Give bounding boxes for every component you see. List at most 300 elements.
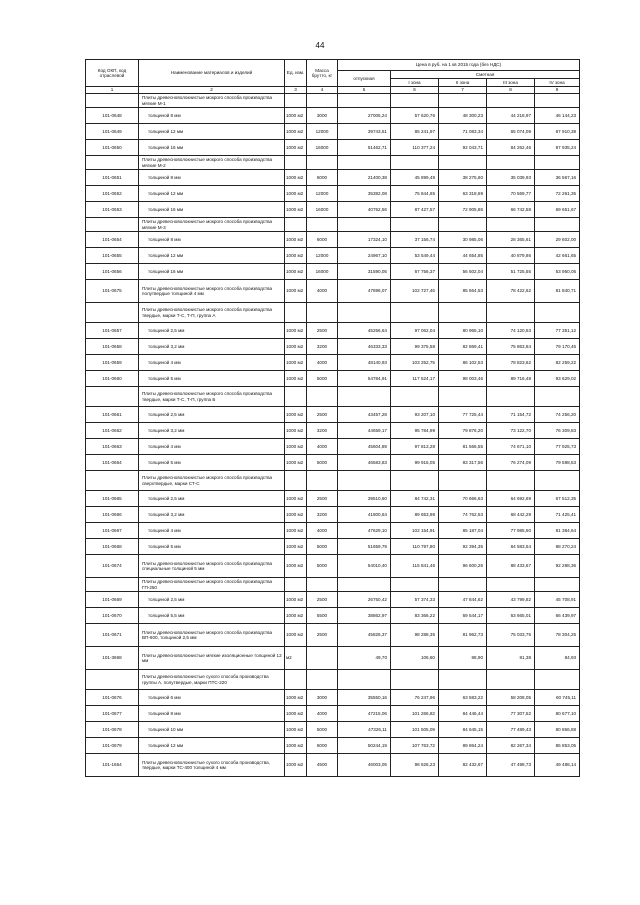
table-row (86, 647, 580, 670)
table-row (86, 738, 580, 754)
zone-2-price: 82 432,67 (439, 754, 487, 777)
zone-3-price-cell (487, 94, 535, 108)
zone-4-price: 77 351,12 (535, 323, 580, 339)
item-unit: 1000 м2 (285, 355, 307, 371)
table-row (86, 539, 580, 555)
zone-3-price: 65 074,09 (487, 124, 535, 140)
zone-4-price: 79 598,53 (535, 455, 580, 471)
zone-4-price: 93 629,02 (535, 371, 580, 387)
zone-1-price: 76 247,96 (391, 690, 439, 706)
zone-4-price: 49 488,14 (535, 754, 580, 777)
table-row (86, 124, 580, 140)
zone-3-price-cell (487, 670, 535, 690)
zone-4-price: 80 677,10 (535, 706, 580, 722)
zone-1-price: 89 653,98 (391, 507, 439, 523)
item-unit: 1000 м2 (285, 108, 307, 124)
mass-cell (307, 303, 338, 323)
item-code: 101-0653 (86, 202, 139, 218)
release-price: 54010,40 (338, 555, 391, 578)
item-code: 101-0678 (86, 722, 139, 738)
zone-4-price: 88 270,24 (535, 539, 580, 555)
zone-3-price: 73 122,70 (487, 423, 535, 439)
zone-4-price: 72 261,35 (535, 186, 580, 202)
item-code: 101-0657 (86, 323, 139, 339)
release-price: 31590,05 (338, 264, 391, 280)
table-row (86, 690, 580, 706)
zone-1-price: 84 742,31 (391, 491, 439, 507)
item-code: 101-0656 (86, 264, 139, 280)
release-price: 44659,17 (338, 423, 391, 439)
table-row (86, 439, 580, 455)
unit-cell (285, 156, 307, 170)
table-row (86, 722, 580, 738)
zone-2-price: 47 844,62 (439, 592, 487, 608)
item-name: толщиной 12 мм (139, 248, 285, 264)
zone-1-price: 67 756,37 (391, 264, 439, 280)
zone-2-price: 84 645,15 (439, 722, 487, 738)
zone-1-price: 98 288,35 (391, 624, 439, 647)
item-code: 101-0671 (86, 624, 139, 647)
zone-1-price-cell (391, 156, 439, 170)
table-row (86, 523, 580, 539)
zone-2-price-cell (439, 218, 487, 232)
item-mass: 5500 (307, 608, 338, 624)
release-price: 45826,37 (338, 624, 391, 647)
zone-1-price: 110 377,24 (391, 140, 439, 156)
mass-cell (307, 218, 338, 232)
category-name: Плиты древесноволокнистые мокрого способа производства мягкие М-2 (139, 156, 285, 170)
zone-4-price-cell (535, 670, 580, 690)
zone-1-price-cell (391, 303, 439, 323)
item-code: 101-0654 (86, 232, 139, 248)
unit-cell (285, 670, 307, 690)
unit-cell (285, 387, 307, 407)
mass-cell (307, 578, 338, 592)
item-name: толщиной 12 мм (139, 738, 285, 754)
table-row (86, 339, 580, 355)
item-name: толщиной 16 мм (139, 140, 285, 156)
table-row (86, 507, 580, 523)
item-name: толщиной 2,5 мм (139, 323, 285, 339)
item-mass: 3000 (307, 108, 338, 124)
zone-2-price: 48 300,23 (439, 108, 487, 124)
item-unit: 1000 м2 (285, 186, 307, 202)
zone-3-price: 82 267,34 (487, 738, 535, 754)
zone-4-price: 81 384,64 (535, 523, 580, 539)
category-name: Плиты древесноволокнистые сухого способа производства группы А, полутвердые, марки ПТС-220 (139, 670, 285, 690)
release-price-cell (338, 387, 391, 407)
release-price-cell (338, 471, 391, 491)
zone-4-price: 92 288,36 (535, 555, 580, 578)
zone-3-price: 44 218,97 (487, 108, 535, 124)
zone-3-price: 84 262,46 (487, 140, 535, 156)
item-unit: 1000 м2 (285, 439, 307, 455)
item-code: 101-0649 (86, 124, 139, 140)
zone-3-price-cell (487, 471, 535, 491)
item-mass: 12000 (307, 186, 338, 202)
zone-1-price: 57 620,76 (391, 108, 439, 124)
unit-cell (285, 303, 307, 323)
item-mass: 6000 (307, 232, 338, 248)
item-unit: 1000 м2 (285, 690, 307, 706)
item-mass: 4000 (307, 439, 338, 455)
column-number: 3 (285, 87, 307, 94)
item-name: толщиной 4 мм (139, 439, 285, 455)
unit-cell (285, 471, 307, 491)
header-release: отпускная (338, 71, 391, 87)
zone-2-price: 63 583,22 (439, 690, 487, 706)
zone-3-price: 64 692,69 (487, 491, 535, 507)
item-unit: 1000 м2 (285, 539, 307, 555)
zone-1-price: 85 241,97 (391, 124, 439, 140)
zone-3-price: 77 307,52 (487, 706, 535, 722)
zone-3-price-cell (487, 156, 535, 170)
item-code: 101-0661 (86, 407, 139, 423)
item-unit: 1000 м2 (285, 523, 307, 539)
zone-3-price: 88 433,67 (487, 555, 535, 578)
zone-2-price: 77 725,44 (439, 407, 487, 423)
mass-cell (307, 94, 338, 108)
release-price: 48140,93 (338, 355, 391, 371)
zone-2-price-cell (439, 387, 487, 407)
column-number: 5 (338, 87, 391, 94)
zone-2-price: 98 003,46 (439, 371, 487, 387)
zone-2-price: 83 317,56 (439, 455, 487, 471)
zone-2-price: 63 318,69 (439, 186, 487, 202)
zone-3-price: 78 422,62 (487, 280, 535, 303)
table-row (86, 407, 580, 423)
zone-1-price-cell (391, 387, 439, 407)
zone-1-price: 95 784,99 (391, 423, 439, 439)
zone-1-price-cell (391, 670, 439, 690)
release-price: 26750,42 (338, 592, 391, 608)
zone-1-price: 115 841,46 (391, 555, 439, 578)
zone-2-price: 85 187,04 (439, 523, 487, 539)
item-mass: 3200 (307, 339, 338, 355)
zone-2-price: 69 544,17 (439, 608, 487, 624)
release-price-cell (338, 670, 391, 690)
item-name: толщиной 10 мм (139, 722, 285, 738)
code-cell (86, 578, 139, 592)
item-unit: 1000 м2 (285, 170, 307, 186)
zone-3-price: 43 799,82 (487, 592, 535, 608)
table-row (86, 232, 580, 248)
table-row (86, 140, 580, 156)
item-name: толщиной 2,5 мм (139, 491, 285, 507)
item-mass: 4000 (307, 280, 338, 303)
item-mass: 12000 (307, 124, 338, 140)
release-price-cell (338, 218, 391, 232)
zone-3-price: 81,38 (487, 647, 535, 670)
release-price: 17324,10 (338, 232, 391, 248)
category-row (86, 578, 580, 592)
category-row (86, 387, 580, 407)
mass-cell (307, 670, 338, 690)
release-price: 47215,06 (338, 706, 391, 722)
zone-4-price: 85 853,05 (535, 738, 580, 754)
item-name: толщиной 8 мм (139, 108, 285, 124)
item-name: толщиной 8 мм (139, 170, 285, 186)
zone-3-price-cell (487, 303, 535, 323)
zone-2-price: 82 869,41 (439, 339, 487, 355)
zone-3-price: 28 365,61 (487, 232, 535, 248)
table-row (86, 108, 580, 124)
item-mass: 12000 (307, 248, 338, 264)
zone-4-price-cell (535, 303, 580, 323)
zone-4-price: 66 439,97 (535, 608, 580, 624)
code-cell (86, 670, 139, 690)
table-body (86, 94, 580, 777)
header-zone-3: III зона (487, 79, 535, 87)
item-code: 101-0660 (86, 371, 139, 387)
item-code: 101-0664 (86, 455, 139, 471)
item-unit: 1000 м2 (285, 280, 307, 303)
zone-1-price-cell (391, 218, 439, 232)
category-name: Плиты древесноволокнистые мокрого способа производства твердые, марки Т-С, Т-П, группа Б (139, 387, 285, 407)
zone-2-price: 44 654,85 (439, 248, 487, 264)
release-price: 46583,83 (338, 455, 391, 471)
zone-2-price: 86 102,53 (439, 355, 487, 371)
zone-1-price: 101 505,09 (391, 722, 439, 738)
zone-2-price: 71 083,34 (439, 124, 487, 140)
category-row (86, 303, 580, 323)
table-row (86, 323, 580, 339)
item-name: Плиты древесноволокнистые мягкие изоляционные толщиной 12 мм (139, 647, 285, 670)
zone-3-price: 70 569,77 (487, 186, 535, 202)
zone-1-price: 98 626,23 (391, 754, 439, 777)
zone-2-price: 30 985,06 (439, 232, 487, 248)
zone-4-price: 29 602,00 (535, 232, 580, 248)
zone-4-price: 42 661,65 (535, 248, 580, 264)
item-unit: 1000 м2 (285, 407, 307, 423)
item-mass: 4500 (307, 754, 338, 777)
price-table (85, 59, 580, 777)
item-mass: 4000 (307, 523, 338, 539)
zone-3-price: 75 033,75 (487, 624, 535, 647)
zone-3-price: 63 665,01 (487, 608, 535, 624)
column-number: 7 (439, 87, 487, 94)
zone-1-price: 83 366,22 (391, 608, 439, 624)
item-unit: 1000 м2 (285, 455, 307, 471)
zone-4-price-cell (535, 218, 580, 232)
zone-1-price: 102 154,91 (391, 523, 439, 539)
item-code: 101-0655 (86, 248, 139, 264)
table-row (86, 202, 580, 218)
category-name: Плиты древесноволокнистые мокрого способа производства сверхтвердые, марки СТ-С (139, 471, 285, 491)
release-price: 46003,05 (338, 754, 391, 777)
column-number: 1 (86, 87, 139, 94)
item-mass: 3200 (307, 507, 338, 523)
release-price: 43457,28 (338, 407, 391, 423)
item-code: 101-0667 (86, 523, 139, 539)
item-mass (307, 647, 338, 670)
release-price: 27005,24 (338, 108, 391, 124)
item-mass: 3200 (307, 423, 338, 439)
item-name: толщиной 4 мм (139, 355, 285, 371)
table-row (86, 555, 580, 578)
zone-4-price: 46 144,23 (535, 108, 580, 124)
zone-1-price: 75 844,65 (391, 186, 439, 202)
item-unit: 1000 м2 (285, 371, 307, 387)
table-header (86, 60, 580, 94)
header-estimate: Сметная (391, 71, 580, 79)
item-mass: 4000 (307, 355, 338, 371)
item-mass: 3000 (307, 690, 338, 706)
zone-3-price: 74 671,10 (487, 439, 535, 455)
item-mass: 5000 (307, 455, 338, 471)
category-row (86, 218, 580, 232)
table-row (86, 186, 580, 202)
zone-4-price: 80 866,88 (535, 722, 580, 738)
item-mass: 16000 (307, 202, 338, 218)
zone-2-price: 96 600,26 (439, 555, 487, 578)
table-row (86, 455, 580, 471)
item-unit: м2 (285, 647, 307, 670)
table-row (86, 248, 580, 264)
item-code: 101-0675 (86, 280, 139, 303)
item-unit: 1000 м2 (285, 248, 307, 264)
item-code: 101-0663 (86, 439, 139, 455)
item-code: 101-0665 (86, 491, 139, 507)
zone-2-price-cell (439, 303, 487, 323)
item-name: толщиной 3,2 мм (139, 423, 285, 439)
zone-1-price: 106,60 (391, 647, 439, 670)
item-unit: 1000 м2 (285, 140, 307, 156)
zone-3-price-cell (487, 387, 535, 407)
item-name: толщиной 5 мм (139, 455, 285, 471)
item-code: 101-0668 (86, 539, 139, 555)
zone-4-price: 79 170,45 (535, 339, 580, 355)
mass-cell (307, 471, 338, 491)
zone-3-price: 76 274,09 (487, 455, 535, 471)
item-mass: 5000 (307, 539, 338, 555)
zone-4-price: 78 304,25 (535, 624, 580, 647)
item-unit: 1000 м2 (285, 555, 307, 578)
item-unit: 1000 м2 (285, 722, 307, 738)
table-row (86, 170, 580, 186)
zone-1-price-cell (391, 94, 439, 108)
item-unit: 1000 м2 (285, 738, 307, 754)
zone-3-price: 58 208,05 (487, 690, 535, 706)
item-unit: 1000 м2 (285, 706, 307, 722)
release-price: 39510,60 (338, 491, 391, 507)
release-price: 24967,10 (338, 248, 391, 264)
item-name: Плиты древесноволокнистые мокрого способа производства специальные толщиной 5 мм (139, 555, 285, 578)
code-cell (86, 156, 139, 170)
item-name: толщиной 5 мм (139, 371, 285, 387)
release-price: 41800,64 (338, 507, 391, 523)
zone-4-price: 45 708,91 (535, 592, 580, 608)
item-code: 101-0669 (86, 592, 139, 608)
item-mass: 5000 (307, 722, 338, 738)
column-number: 4 (307, 87, 338, 94)
item-code: 101-0666 (86, 507, 139, 523)
zone-3-price: 40 879,86 (487, 248, 535, 264)
table-row (86, 592, 580, 608)
release-price: 51462,71 (338, 140, 391, 156)
category-row (86, 670, 580, 690)
header-zone-2: II зона (439, 79, 487, 87)
zone-4-price: 76 309,83 (535, 423, 580, 439)
unit-cell (285, 578, 307, 592)
zone-1-price: 97 062,04 (391, 323, 439, 339)
zone-2-price: 80 965,10 (439, 323, 487, 339)
item-name: толщиной 3,2 мм (139, 339, 285, 355)
zone-3-price: 71 154,72 (487, 407, 535, 423)
header-name: Наименование материалов и изделий (139, 60, 285, 87)
zone-2-price: 84 446,44 (439, 706, 487, 722)
header-zone-4: IV зона (535, 79, 580, 87)
zone-4-price: 84,93 (535, 647, 580, 670)
zone-1-price: 93 207,10 (391, 407, 439, 423)
table-row (86, 624, 580, 647)
zone-1-price: 103 252,75 (391, 355, 439, 371)
zone-2-price: 74 762,53 (439, 507, 487, 523)
zone-3-price: 47 498,73 (487, 754, 535, 777)
page-number: 44 (315, 41, 325, 50)
zone-2-price: 38 275,60 (439, 170, 487, 186)
zone-4-price: 82 259,22 (535, 355, 580, 371)
zone-4-price: 74 256,20 (535, 407, 580, 423)
item-code: 101-0648 (86, 108, 139, 124)
item-unit: 1000 м2 (285, 323, 307, 339)
item-code: 101-0677 (86, 706, 139, 722)
zone-3-price: 77 985,50 (487, 523, 535, 539)
item-name: толщиной 6 мм (139, 690, 285, 706)
item-unit: 1000 м2 (285, 754, 307, 777)
zone-4-price: 71 425,41 (535, 507, 580, 523)
item-unit: 1000 м2 (285, 124, 307, 140)
column-number-row (86, 87, 580, 94)
zone-1-price: 99 915,05 (391, 455, 439, 471)
item-mass: 16000 (307, 264, 338, 280)
release-price: 21400,38 (338, 170, 391, 186)
header-price-title: Цена в руб. на 1 кв 2015 года (без НДС) (338, 60, 580, 71)
zone-3-price-cell (487, 578, 535, 592)
zone-4-price: 67 910,38 (535, 124, 580, 140)
header-mass: Масса брутто, кг (307, 60, 338, 87)
header-unit: Ед. изм. (285, 60, 307, 87)
unit-cell (285, 218, 307, 232)
table-row (86, 280, 580, 303)
item-name: толщиной 3,2 мм (139, 507, 285, 523)
item-name: толщиной 8 мм (139, 232, 285, 248)
item-name: толщиной 5 мм (139, 539, 285, 555)
zone-1-price-cell (391, 471, 439, 491)
table-row (86, 608, 580, 624)
zone-2-price: 92 394,35 (439, 539, 487, 555)
zone-4-price: 69 651,67 (535, 202, 580, 218)
item-name: Плиты древесноволокнистые мокрого способа производства полутвердые толщиной 4 мм (139, 280, 285, 303)
release-price: 40752,56 (338, 202, 391, 218)
item-unit: 1000 м2 (285, 264, 307, 280)
zone-3-price: 35 039,93 (487, 170, 535, 186)
table-row (86, 706, 580, 722)
zone-4-price-cell (535, 471, 580, 491)
zone-3-price: 74 120,53 (487, 323, 535, 339)
item-mass: 2500 (307, 491, 338, 507)
item-code: 101-0652 (86, 186, 139, 202)
item-mass: 16000 (307, 140, 338, 156)
zone-2-price-cell (439, 578, 487, 592)
item-unit: 1000 м2 (285, 608, 307, 624)
unit-cell (285, 94, 307, 108)
item-unit: 1000 м2 (285, 491, 307, 507)
zone-2-price: 89 864,24 (439, 738, 487, 754)
category-name: Плиты древесноволокнистые мокрого способа производства ГП-250 (139, 578, 285, 592)
column-number: 9 (535, 87, 580, 94)
zone-4-price-cell (535, 387, 580, 407)
